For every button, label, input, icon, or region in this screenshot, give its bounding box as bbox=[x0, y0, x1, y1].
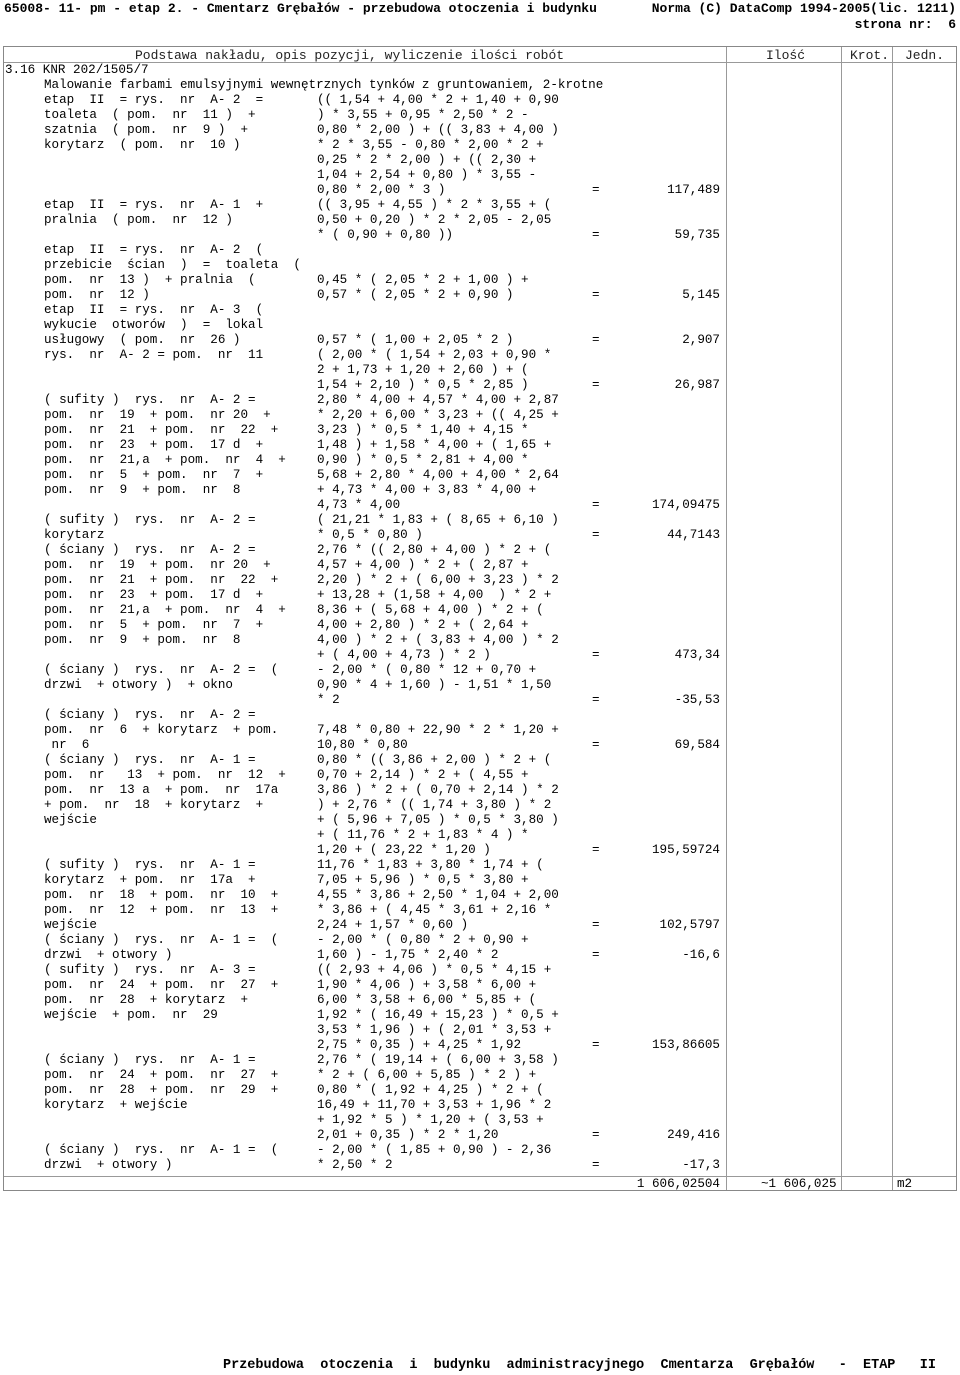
table-row bbox=[4, 888, 956, 903]
row-description: pom. nr 9 + pom. nr 8 bbox=[44, 633, 241, 647]
row-equals: = bbox=[592, 498, 600, 512]
row-formula: 0,57 * ( 2,05 * 2 + 0,90 ) bbox=[317, 288, 514, 302]
row-description: pom. nr 28 + korytarz + bbox=[44, 993, 249, 1007]
row-description: ( ściany ) rys. nr A- 1 = ( bbox=[44, 933, 279, 947]
row-description: pom. nr 19 + pom. nr 20 + bbox=[44, 408, 271, 422]
table-row bbox=[4, 393, 956, 408]
row-formula: ( 2,00 * ( 1,54 + 2,03 + 0,90 * bbox=[317, 348, 552, 362]
table-row bbox=[4, 1023, 956, 1038]
table-row bbox=[4, 288, 956, 303]
row-formula: + ( 11,76 * 2 + 1,83 * 4 ) * bbox=[317, 828, 529, 842]
row-description: pom. nr 12 + pom. nr 13 + bbox=[44, 903, 279, 917]
row-formula: ) * 3,55 + 0,95 * 2,50 * 2 - bbox=[317, 108, 529, 122]
row-description: pom. nr 6 + korytarz + pom. bbox=[44, 723, 279, 737]
row-formula: 2,20 ) * 2 + ( 6,00 + 3,23 ) * 2 bbox=[317, 573, 559, 587]
table-row bbox=[4, 948, 956, 963]
row-description: etap II = rys. nr A- 3 ( bbox=[44, 303, 264, 317]
row-formula: 0,80 * ( 1,92 + 4,25 ) * 2 + ( bbox=[317, 1083, 544, 1097]
row-formula: 0,80 * 2,00 * 3 ) bbox=[317, 183, 446, 197]
row-equals: = bbox=[592, 1128, 600, 1142]
row-description: pom. nr 21 + pom. nr 22 + bbox=[44, 573, 279, 587]
header-info bbox=[652, 1, 956, 33]
row-description: pom. nr 13 + pom. nr 12 + bbox=[44, 768, 286, 782]
row-formula: 0,45 * ( 2,05 * 2 + 1,00 ) + bbox=[317, 273, 529, 287]
table-row bbox=[4, 873, 956, 888]
table-row bbox=[4, 453, 956, 468]
table-row bbox=[4, 513, 956, 528]
row-description: pom. nr 5 + pom. nr 7 + bbox=[44, 618, 264, 632]
row-formula: + ( 5,96 + 7,05 ) * 0,5 * 3,80 ) bbox=[317, 813, 559, 827]
position-code-row bbox=[4, 63, 956, 78]
row-equals: = bbox=[592, 843, 600, 857]
table-row bbox=[4, 903, 956, 918]
row-formula: 1,20 + ( 23,22 * 1,20 ) bbox=[317, 843, 491, 857]
table-row bbox=[4, 213, 956, 228]
table-row bbox=[4, 333, 956, 348]
row-formula: 2,80 * 4,00 + 4,57 * 4,00 + 2,87 bbox=[317, 393, 559, 407]
row-value: -17,3 bbox=[682, 1158, 720, 1172]
table-row bbox=[4, 258, 956, 273]
row-description: pom. nr 24 + pom. nr 27 + bbox=[44, 1068, 279, 1082]
table-row bbox=[4, 798, 956, 813]
row-description: pom. nr 24 + pom. nr 27 + bbox=[44, 978, 279, 992]
row-description: wejście bbox=[44, 813, 97, 827]
row-equals: = bbox=[592, 333, 600, 347]
row-value: 117,489 bbox=[667, 183, 720, 197]
table-row bbox=[4, 708, 956, 723]
row-description: przebicie ścian ) = toaleta ( bbox=[44, 258, 301, 272]
row-formula: 4,55 * 3,86 + 2,50 * 1,04 + 2,00 bbox=[317, 888, 559, 902]
table-row bbox=[4, 438, 956, 453]
row-formula: * 2 * 3,55 - 0,80 * 2,00 * 2 + bbox=[317, 138, 544, 152]
row-formula: 8,36 + ( 5,68 + 4,00 ) * 2 + ( bbox=[317, 603, 544, 617]
row-formula: 5,68 + 2,80 * 4,00 + 4,00 * 2,64 bbox=[317, 468, 559, 482]
row-formula: * 2 + ( 6,00 + 5,85 ) * 2 ) + bbox=[317, 1068, 537, 1082]
row-description: + pom. nr 18 + korytarz + bbox=[44, 798, 264, 812]
table-row bbox=[4, 573, 956, 588]
table-row bbox=[4, 843, 956, 858]
row-formula: - 2,00 * ( 0,80 * 12 + 0,70 + bbox=[317, 663, 537, 677]
row-formula: 2,76 * (( 2,80 + 4,00 ) * 2 + ( bbox=[317, 543, 552, 557]
table-row bbox=[4, 768, 956, 783]
row-value: -16,6 bbox=[682, 948, 720, 962]
table-row bbox=[4, 318, 956, 333]
table-row bbox=[4, 1083, 956, 1098]
row-formula: 4,57 + 4,00 ) * 2 + ( 2,87 + bbox=[317, 558, 529, 572]
row-formula: 16,49 + 11,70 + 3,53 + 1,96 * 2 bbox=[317, 1098, 552, 1112]
row-equals: = bbox=[592, 918, 600, 932]
row-description: drzwi + otwory ) bbox=[44, 1158, 173, 1172]
row-formula: 0,90 ) * 0,5 * 2,81 + 4,00 * bbox=[317, 453, 529, 467]
position-title-row bbox=[4, 78, 956, 93]
row-formula: 6,00 * 3,58 + 6,00 * 5,85 + ( bbox=[317, 993, 537, 1007]
row-formula: 1,92 * ( 16,49 + 15,23 ) * 0,5 + bbox=[317, 1008, 559, 1022]
table-row bbox=[4, 753, 956, 768]
row-description: ( sufity ) rys. nr A- 2 = bbox=[44, 393, 256, 407]
position-title: Malowanie farbami emulsyjnymi wewnętrznych tynków z gruntowaniem, 2-krotne bbox=[44, 78, 604, 92]
row-description: ( ściany ) rys. nr A- 2 = ( bbox=[44, 663, 279, 677]
row-description: pralnia ( pom. nr 12 ) bbox=[44, 213, 233, 227]
row-description: pom. nr 13 ) + pralnia ( bbox=[44, 273, 256, 287]
table-row bbox=[4, 1038, 956, 1053]
table-row bbox=[4, 1128, 956, 1143]
row-description: pom. nr 12 ) bbox=[44, 288, 150, 302]
table-row bbox=[4, 588, 956, 603]
table-row bbox=[4, 243, 956, 258]
row-value: 249,416 bbox=[667, 1128, 720, 1142]
table-row bbox=[4, 543, 956, 558]
row-equals: = bbox=[592, 228, 600, 242]
row-formula: + 1,92 * 5 ) * 1,20 + ( 3,53 + bbox=[317, 1113, 544, 1127]
row-formula: 1,90 * 4,06 ) + 3,58 * 6,00 + bbox=[317, 978, 537, 992]
table-row bbox=[4, 1098, 956, 1113]
table-row bbox=[4, 303, 956, 318]
table-row bbox=[4, 1068, 956, 1083]
table-row bbox=[4, 423, 956, 438]
summary-rounded: ~1 606,025 bbox=[761, 1177, 837, 1191]
summary-row bbox=[4, 1176, 956, 1192]
table-row bbox=[4, 228, 956, 243]
column-header-unit: Jedn. bbox=[905, 48, 945, 63]
table-row bbox=[4, 963, 956, 978]
row-formula: 0,50 + 0,20 ) * 2 * 2,05 - 2,05 bbox=[317, 213, 552, 227]
row-formula: 0,70 + 2,14 ) * 2 + ( 4,55 + bbox=[317, 768, 529, 782]
table-body bbox=[4, 63, 956, 1173]
row-value: 153,86605 bbox=[651, 1038, 720, 1052]
row-formula: 1,04 + 2,54 + 0,80 ) * 3,55 - bbox=[317, 168, 537, 182]
table-row bbox=[4, 813, 956, 828]
table-row bbox=[4, 993, 956, 1008]
row-formula: * 2,20 + 6,00 * 3,23 + (( 4,25 + bbox=[317, 408, 559, 422]
row-formula: * 2,50 * 2 bbox=[317, 1158, 393, 1172]
row-description: drzwi + otwory ) bbox=[44, 948, 173, 962]
row-formula: 2,01 + 0,35 ) * 2 * 1,20 bbox=[317, 1128, 499, 1142]
row-formula: 0,80 * 2,00 ) + (( 3,83 + 4,00 ) bbox=[317, 123, 559, 137]
table-row bbox=[4, 1008, 956, 1023]
table-row bbox=[4, 483, 956, 498]
row-formula: * ( 0,90 + 0,80 )) bbox=[317, 228, 454, 242]
row-description: pom. nr 13 a + pom. nr 17a bbox=[44, 783, 279, 797]
row-description: wejście + pom. nr 29 bbox=[44, 1008, 218, 1022]
row-formula: 3,53 * 1,96 ) + ( 2,01 * 3,53 + bbox=[317, 1023, 552, 1037]
row-description: ( ściany ) rys. nr A- 1 = bbox=[44, 753, 256, 767]
row-description: pom. nr 5 + pom. nr 7 + bbox=[44, 468, 264, 482]
table-row bbox=[4, 108, 956, 123]
row-formula: + 13,28 + (1,58 + 4,00 ) * 2 + bbox=[317, 588, 552, 602]
row-description: pom. nr 21 + pom. nr 22 + bbox=[44, 423, 279, 437]
row-value: 5,145 bbox=[682, 288, 720, 302]
row-formula: 0,57 * ( 1,00 + 2,05 * 2 ) bbox=[317, 333, 514, 347]
row-description: etap II = rys. nr A- 2 = bbox=[44, 93, 264, 107]
row-equals: = bbox=[592, 378, 600, 392]
row-formula: * 3,86 + ( 4,45 * 3,61 + 2,16 * bbox=[317, 903, 552, 917]
row-formula: 4,73 * 4,00 bbox=[317, 498, 401, 512]
table-row bbox=[4, 828, 956, 843]
row-value: -35,53 bbox=[674, 693, 720, 707]
row-description: pom. nr 21,a + pom. nr 4 + bbox=[44, 603, 286, 617]
table-row bbox=[4, 198, 956, 213]
row-description: pom. nr 23 + pom. 17 d + bbox=[44, 438, 264, 452]
table-row bbox=[4, 408, 956, 423]
table-row bbox=[4, 468, 956, 483]
table-row bbox=[4, 783, 956, 798]
row-equals: = bbox=[592, 693, 600, 707]
row-formula: 0,25 * 2 * 2,00 ) + (( 2,30 + bbox=[317, 153, 537, 167]
position-code: 3.16 KNR 202/1505/7 bbox=[5, 63, 149, 77]
row-description: drzwi + otwory ) + okno bbox=[44, 678, 233, 692]
table-row bbox=[4, 978, 956, 993]
table-row bbox=[4, 738, 956, 753]
page-label: strona nr: bbox=[854, 17, 933, 32]
row-description: ( ściany ) rys. nr A- 2 = bbox=[44, 543, 256, 557]
table-row bbox=[4, 168, 956, 183]
row-formula: * 2 bbox=[317, 693, 340, 707]
page-footer: Przebudowa otoczenia i budynku administracyjnego Cmentarza Grębałów - ETAP II bbox=[223, 1358, 936, 1373]
header-title: 65008- 11- pm - etap 2. - Cmentarz Grębałów - przebudowa otoczenia i budynku bbox=[4, 1, 597, 16]
row-description: nr 6 bbox=[44, 738, 90, 752]
row-formula: 1,48 ) + 1,58 * 4,00 + ( 1,65 + bbox=[317, 438, 552, 452]
row-description: usługowy ( pom. nr 26 ) bbox=[44, 333, 241, 347]
row-formula: 7,05 + 5,96 ) * 0,5 * 3,80 + bbox=[317, 873, 529, 887]
row-equals: = bbox=[592, 738, 600, 752]
table-row bbox=[4, 618, 956, 633]
row-description: ( ściany ) rys. nr A- 1 = bbox=[44, 1053, 256, 1067]
row-description: toaleta ( pom. nr 11 ) + bbox=[44, 108, 256, 122]
row-description: korytarz bbox=[44, 528, 105, 542]
row-description: pom. nr 23 + pom. 17 d + bbox=[44, 588, 264, 602]
row-description: pom. nr 21,a + pom. nr 4 + bbox=[44, 453, 286, 467]
table-row bbox=[4, 378, 956, 393]
row-value: 195,59724 bbox=[651, 843, 720, 857]
row-formula: - 2,00 * ( 1,85 + 0,90 ) - 2,36 bbox=[317, 1143, 552, 1157]
row-formula: (( 3,95 + 4,55 ) * 2 * 3,55 + ( bbox=[317, 198, 552, 212]
table-row bbox=[4, 498, 956, 513]
row-value: 473,34 bbox=[674, 648, 720, 662]
row-equals: = bbox=[592, 648, 600, 662]
column-header-description: Podstawa nakładu, opis pozycji, wyliczenie ilości robót bbox=[135, 48, 565, 63]
row-formula: (( 1,54 + 4,00 * 2 + 1,40 + 0,90 bbox=[317, 93, 559, 107]
row-formula: 1,54 + 2,10 ) * 0,5 * 2,85 ) bbox=[317, 378, 529, 392]
table-row bbox=[4, 363, 956, 378]
row-equals: = bbox=[592, 183, 600, 197]
row-formula: 2,76 * ( 19,14 + ( 6,00 + 3,58 ) bbox=[317, 1053, 559, 1067]
row-formula: 7,48 * 0,80 + 22,90 * 2 * 1,20 + bbox=[317, 723, 559, 737]
row-description: wykucie otworów ) = lokal bbox=[44, 318, 264, 332]
calculation-table bbox=[3, 46, 957, 1191]
row-equals: = bbox=[592, 528, 600, 542]
table-row bbox=[4, 183, 956, 198]
row-description: korytarz + wejście bbox=[44, 1098, 188, 1112]
table-row bbox=[4, 153, 956, 168]
summary-sum: 1 606,02504 bbox=[636, 1177, 720, 1191]
row-formula: ) + 2,76 * (( 1,74 + 3,80 ) * 2 bbox=[317, 798, 552, 812]
row-value: 102,5797 bbox=[659, 918, 720, 932]
row-description: ( ściany ) rys. nr A- 1 = ( bbox=[44, 1143, 279, 1157]
row-equals: = bbox=[592, 1158, 600, 1172]
row-formula: 0,90 * 4 + 1,60 ) - 1,51 * 1,50 bbox=[317, 678, 552, 692]
row-description: rys. nr A- 2 = pom. nr 11 bbox=[44, 348, 264, 362]
row-equals: = bbox=[592, 288, 600, 302]
table-row bbox=[4, 663, 956, 678]
row-description: pom. nr 9 + pom. nr 8 bbox=[44, 483, 241, 497]
table-row bbox=[4, 693, 956, 708]
row-formula: - 2,00 * ( 0,80 * 2 + 0,90 + bbox=[317, 933, 529, 947]
row-formula: 3,23 ) * 0,5 * 1,40 + 4,15 * bbox=[317, 423, 529, 437]
row-formula: (( 2,93 + 4,06 ) * 0,5 * 4,15 + bbox=[317, 963, 552, 977]
header-program: Norma (C) DataComp 1994-2005(lic. 1211) bbox=[651, 1, 956, 16]
table-row bbox=[4, 723, 956, 738]
row-formula: 2 + 1,73 + 1,20 + 2,60 ) + ( bbox=[317, 363, 529, 377]
row-formula: 2,24 + 1,57 * 0,60 ) bbox=[317, 918, 469, 932]
row-equals: = bbox=[592, 948, 600, 962]
table-row bbox=[4, 603, 956, 618]
row-formula: + 4,73 * 4,00 + 3,83 * 4,00 + bbox=[317, 483, 537, 497]
row-formula: 4,00 ) * 2 + ( 3,83 + 4,00 ) * 2 bbox=[317, 633, 559, 647]
table-row bbox=[4, 558, 956, 573]
table-row bbox=[4, 633, 956, 648]
row-description: pom. nr 19 + pom. nr 20 + bbox=[44, 558, 271, 572]
row-value: 69,584 bbox=[674, 738, 720, 752]
table-row bbox=[4, 123, 956, 138]
row-description: ( sufity ) rys. nr A- 3 = bbox=[44, 963, 256, 977]
row-description: pom. nr 28 + pom. nr 29 + bbox=[44, 1083, 279, 1097]
table-row bbox=[4, 138, 956, 153]
row-equals: = bbox=[592, 1038, 600, 1052]
row-description: pom. nr 18 + pom. nr 10 + bbox=[44, 888, 279, 902]
row-description: ( sufity ) rys. nr A- 2 = bbox=[44, 513, 256, 527]
row-formula: 2,75 * 0,35 ) + 4,25 * 1,92 bbox=[317, 1038, 522, 1052]
table-row bbox=[4, 93, 956, 108]
row-formula: + ( 4,00 + 4,73 ) * 2 ) bbox=[317, 648, 491, 662]
row-description: wejście bbox=[44, 918, 97, 932]
table-row bbox=[4, 858, 956, 873]
row-value: 26,987 bbox=[674, 378, 720, 392]
summary-unit: m2 bbox=[897, 1177, 913, 1191]
table-row bbox=[4, 528, 956, 543]
row-description: etap II = rys. nr A- 1 + bbox=[44, 198, 264, 212]
row-formula: 11,76 * 1,83 + 3,80 * 1,74 + ( bbox=[317, 858, 544, 872]
table-row bbox=[4, 348, 956, 363]
table-row bbox=[4, 1143, 956, 1158]
table-row bbox=[4, 1053, 956, 1068]
table-row bbox=[4, 273, 956, 288]
row-formula: 10,80 * 0,80 bbox=[317, 738, 408, 752]
row-formula: ( 21,21 * 1,83 + ( 8,65 + 6,10 ) bbox=[317, 513, 559, 527]
row-value: 174,09475 bbox=[651, 498, 720, 512]
page-number: 6 bbox=[948, 17, 956, 32]
row-formula: 0,80 * (( 3,86 + 2,00 ) * 2 + ( bbox=[317, 753, 552, 767]
row-description: korytarz + pom. nr 17a + bbox=[44, 873, 256, 887]
row-description: szatnia ( pom. nr 9 ) + bbox=[44, 123, 249, 137]
row-formula: 1,60 ) - 1,75 * 2,40 * 2 bbox=[317, 948, 499, 962]
row-description: ( ściany ) rys. nr A- 2 = bbox=[44, 708, 256, 722]
table-row bbox=[4, 648, 956, 663]
row-value: 44,7143 bbox=[667, 528, 720, 542]
table-row bbox=[4, 1113, 956, 1128]
row-description: korytarz ( pom. nr 10 ) bbox=[44, 138, 241, 152]
row-formula: 3,86 ) * 2 + ( 0,70 + 2,14 ) * 2 bbox=[317, 783, 559, 797]
row-formula: * 0,5 * 0,80 ) bbox=[317, 528, 423, 542]
column-header-times: Krot. bbox=[850, 48, 890, 63]
row-formula: 4,00 + 2,80 ) * 2 + ( 2,64 + bbox=[317, 618, 529, 632]
table-row bbox=[4, 918, 956, 933]
table-row bbox=[4, 678, 956, 693]
row-value: 2,907 bbox=[682, 333, 720, 347]
row-description: etap II = rys. nr A- 2 ( bbox=[44, 243, 264, 257]
table-row bbox=[4, 1158, 956, 1173]
column-header-quantity: Ilość bbox=[766, 48, 806, 63]
row-value: 59,735 bbox=[674, 228, 720, 242]
row-description: ( sufity ) rys. nr A- 1 = bbox=[44, 858, 256, 872]
table-row bbox=[4, 933, 956, 948]
